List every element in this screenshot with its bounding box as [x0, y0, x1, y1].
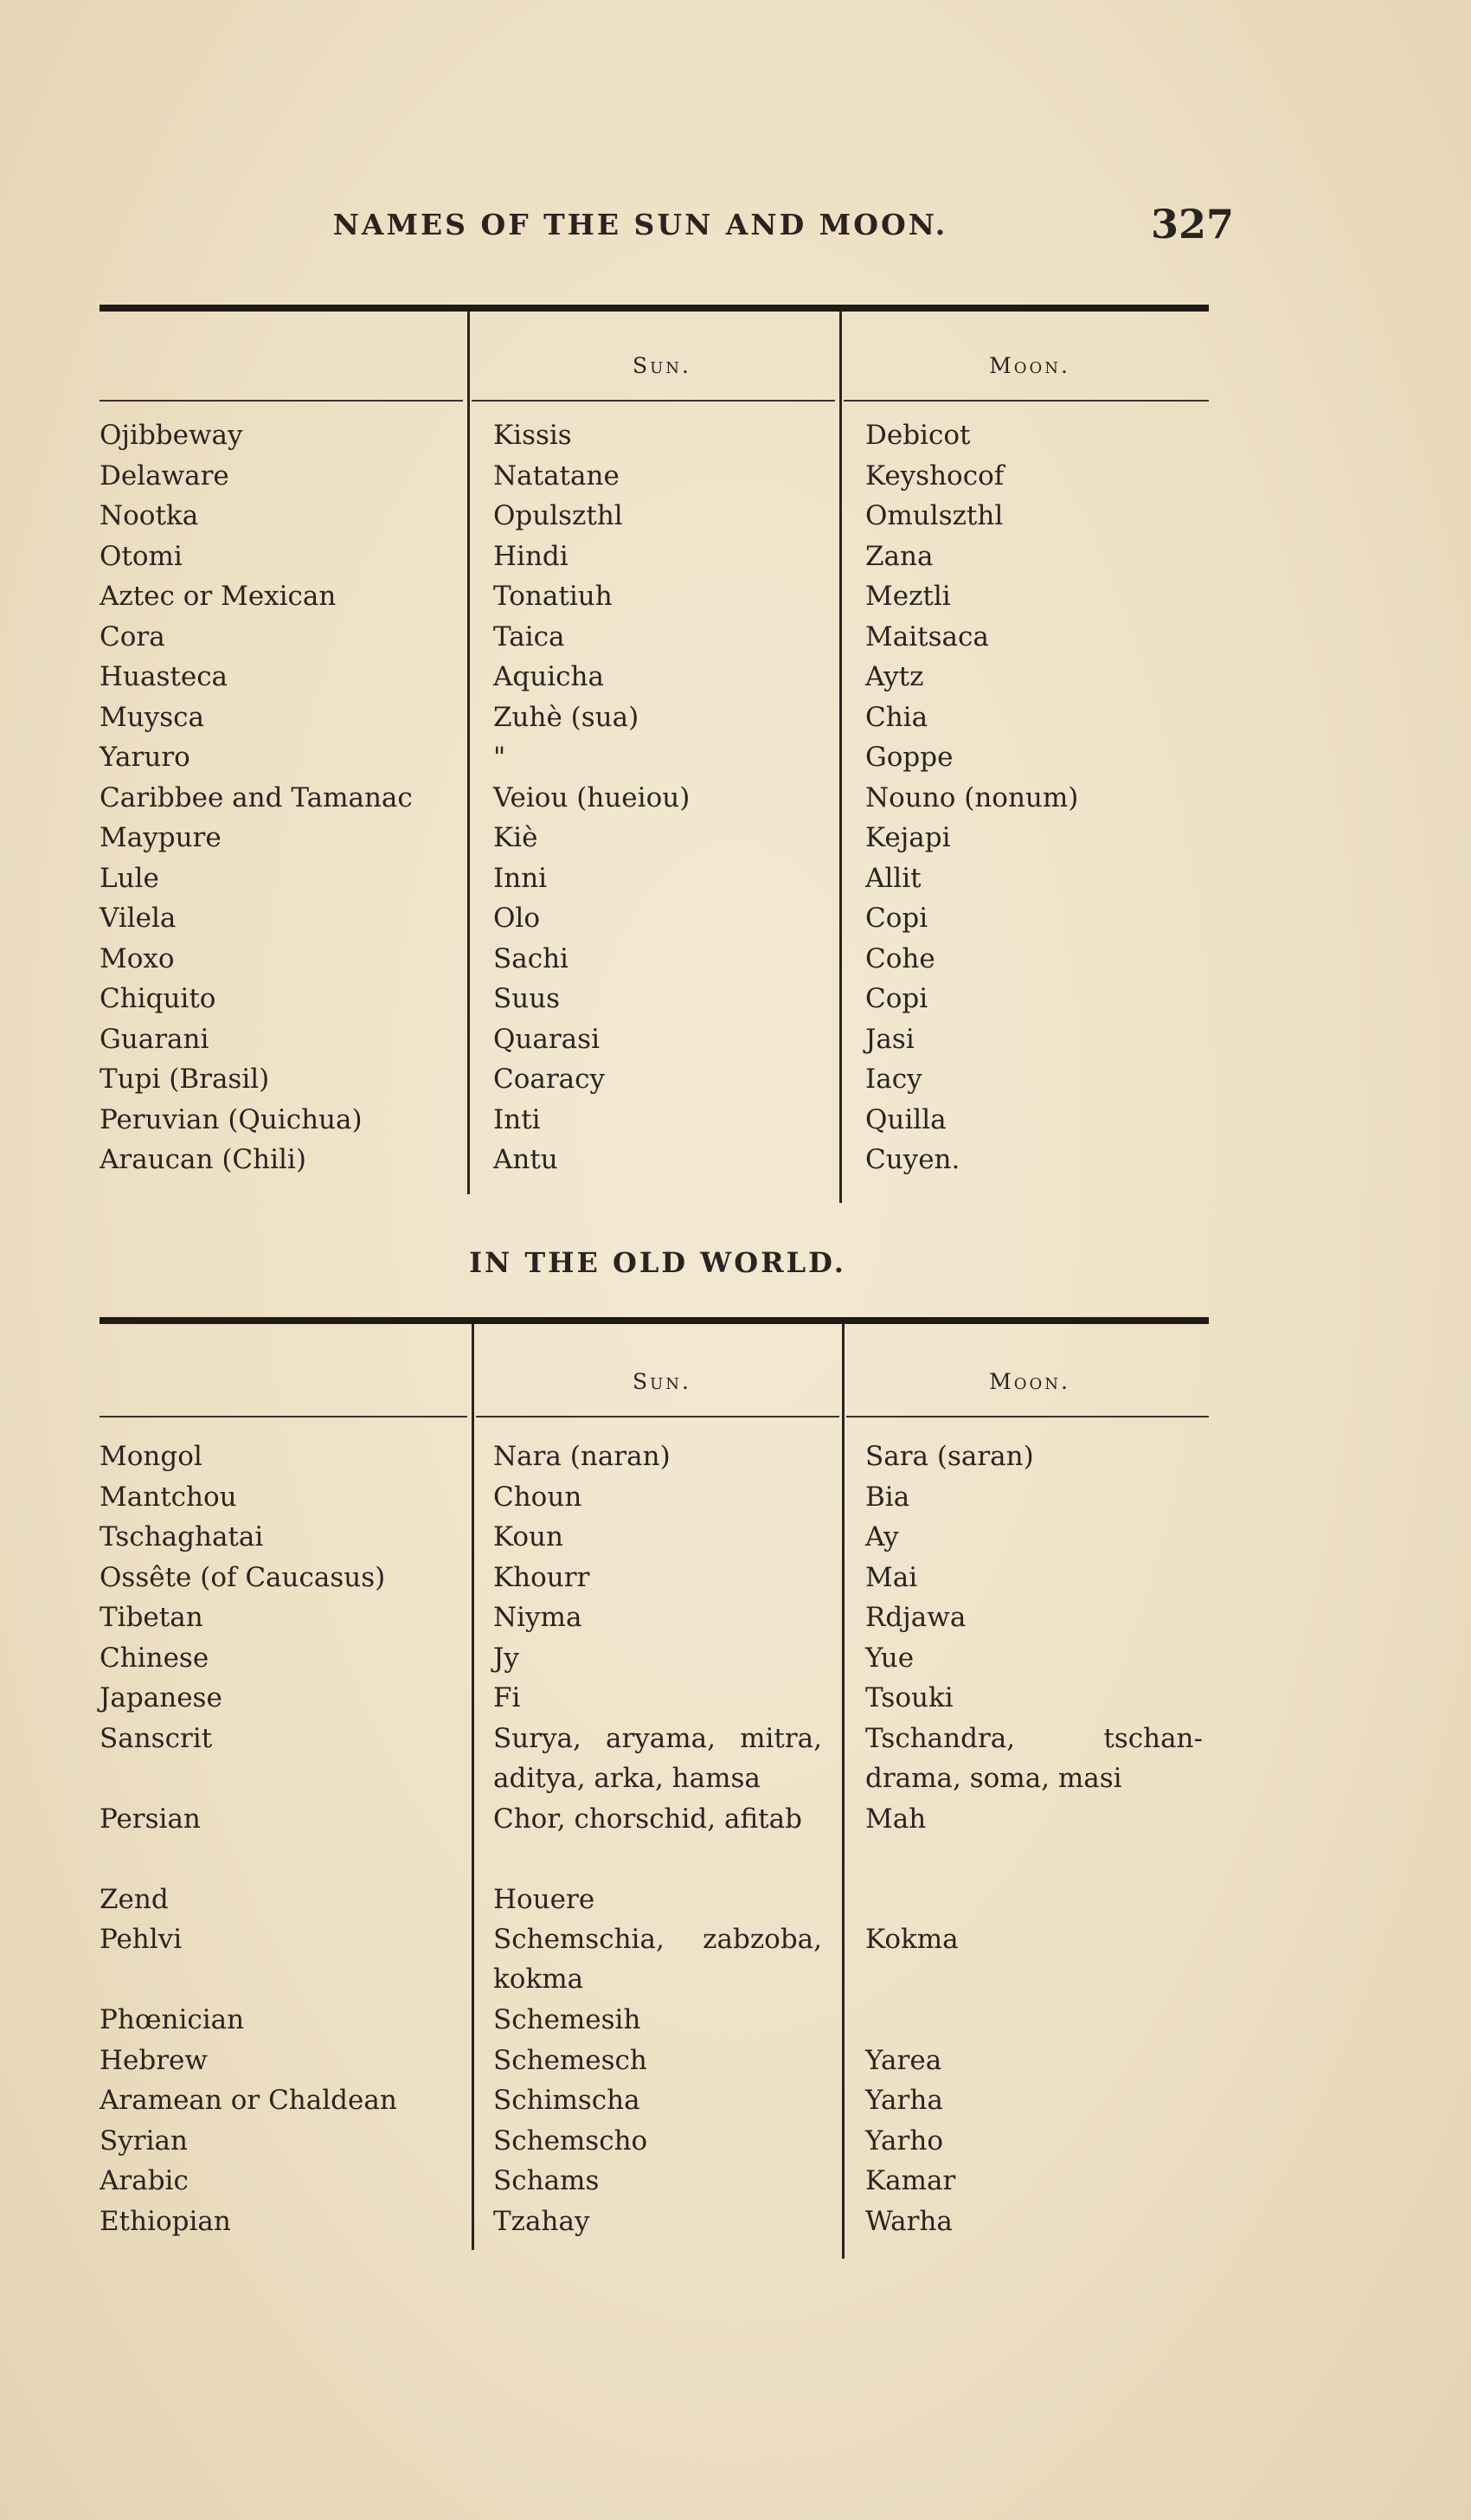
language-cell: Otomi — [100, 540, 183, 572]
moon-cell: Zana — [865, 540, 934, 572]
sun-cell: Inti — [493, 1103, 541, 1135]
language-cell: Mongol — [100, 1441, 202, 1472]
sun-cell: Chor, chorschid, afitab — [493, 1803, 802, 1835]
language-cell: Phœnician — [100, 2004, 245, 2035]
language-cell: Ossête (of Caucasus) — [100, 1561, 386, 1593]
moon-cell: Bia — [865, 1481, 910, 1513]
moon-cell: Yue — [865, 1642, 915, 1674]
language-cell: Syrian — [100, 2125, 188, 2157]
sun-cell: Olo — [493, 903, 540, 934]
language-cell: Nootka — [100, 500, 199, 531]
language-cell: Caribbee and Tamanac — [100, 781, 413, 813]
moon-cell: Cuyen. — [865, 1144, 960, 1175]
sun-cell: Schams — [493, 2165, 600, 2196]
language-cell: Japanese — [100, 1682, 222, 1713]
language-cell: Huasteca — [100, 661, 228, 692]
column-divider — [472, 1324, 474, 2250]
sun-cell: Choun — [493, 1481, 582, 1513]
moon-cell: Maitsaca — [865, 620, 989, 652]
moon-cell: Ay — [865, 1521, 899, 1552]
moon-cell: Quilla — [865, 1103, 947, 1135]
moon-cell: Yarho — [865, 2125, 943, 2157]
sun-cell: Coaracy — [493, 1064, 606, 1095]
sun-cell: Kissis — [493, 420, 572, 451]
sun-cell: Antu — [493, 1144, 558, 1175]
moon-cell: Nouno (nonum) — [865, 781, 1079, 813]
language-cell: Peruvian (Quichua) — [100, 1103, 363, 1135]
sun-cell: Nara (naran) — [493, 1441, 671, 1472]
column-header-sun: Sun. — [633, 353, 691, 378]
language-cell: Ethiopian — [100, 2205, 231, 2237]
sun-cell: " — [493, 742, 506, 773]
language-cell: Guarani — [100, 1023, 209, 1055]
moon-cell: Tschandra, tschan-drama, soma, masi — [865, 1722, 1203, 1794]
sun-cell: Surya, aryama, mitra, aditya, arka, hamsa — [493, 1722, 822, 1794]
column-header-sun: Sun. — [633, 1369, 691, 1394]
language-cell: Delaware — [100, 460, 229, 492]
language-cell: Tupi (Brasil) — [100, 1064, 270, 1095]
sun-cell: Schemscho — [493, 2125, 648, 2157]
language-cell: Chiquito — [100, 983, 216, 1014]
section-heading-old-world: IN THE OLD WORLD. — [469, 1246, 846, 1279]
sun-cell: Suus — [493, 983, 561, 1014]
language-cell: Tibetan — [100, 1602, 203, 1633]
moon-cell: Cohe — [865, 942, 935, 974]
moon-cell: Yarha — [865, 2085, 943, 2116]
header-rule — [476, 1416, 839, 1418]
moon-cell: Copi — [865, 983, 928, 1014]
language-cell: Muysca — [100, 701, 204, 733]
language-cell: Ojibbeway — [100, 420, 243, 451]
moon-cell: Mah — [865, 1803, 927, 1835]
sun-cell: Kiè — [493, 822, 538, 853]
moon-cell: Meztli — [865, 581, 951, 612]
moon-cell: Goppe — [865, 742, 954, 773]
page-number: 327 — [1151, 201, 1235, 248]
moon-cell: Yarea — [865, 2044, 942, 2076]
column-header-moon: Moon. — [989, 1369, 1070, 1394]
running-head: NAMES OF THE SUN AND MOON. — [332, 208, 948, 241]
moon-cell: Copi — [865, 903, 928, 934]
language-cell: Tschaghatai — [100, 1521, 264, 1552]
sun-cell: Aquicha — [493, 661, 604, 692]
header-rule — [846, 1416, 1209, 1418]
sun-cell: Opulszthl — [493, 500, 623, 531]
moon-cell: Sara (saran) — [865, 1441, 1034, 1472]
moon-cell: Allit — [865, 862, 922, 894]
language-cell: Persian — [100, 1803, 201, 1835]
moon-cell: Keyshocof — [865, 460, 1005, 492]
header-rule — [100, 1416, 467, 1418]
sun-cell: Tzahay — [493, 2205, 590, 2237]
language-cell: Moxo — [100, 942, 175, 974]
sun-cell: Niyma — [493, 1602, 582, 1633]
moon-cell: Debicot — [865, 420, 971, 451]
language-cell: Cora — [100, 620, 165, 652]
sun-cell: Inni — [493, 862, 548, 894]
language-cell: Mantchou — [100, 1481, 237, 1513]
language-cell: Sanscrit — [100, 1722, 213, 1754]
sun-cell: Zuhè (sua) — [493, 701, 639, 733]
language-cell: Aramean or Chaldean — [100, 2085, 397, 2116]
sun-cell: Koun — [493, 1521, 563, 1552]
language-cell: Vilela — [100, 903, 177, 934]
moon-cell: Kokma — [865, 1924, 959, 1955]
moon-cell: Mai — [865, 1561, 918, 1593]
table-top-rule — [100, 1317, 1209, 1324]
sun-cell: Schimscha — [493, 2085, 640, 2116]
language-cell: Pehlvi — [100, 1924, 183, 1955]
sun-cell: Fi — [493, 1682, 521, 1713]
language-cell: Araucan (Chili) — [100, 1144, 306, 1175]
sun-cell: Schemschia, zabzoba, kokma — [493, 1924, 822, 1995]
table-top-rule — [100, 305, 1209, 312]
language-cell: Zend — [100, 1883, 169, 1915]
sun-cell: Hindi — [493, 540, 568, 572]
moon-cell: Kejapi — [865, 822, 951, 853]
language-cell: Maypure — [100, 822, 222, 853]
language-cell: Lule — [100, 862, 159, 894]
sun-cell: Taica — [493, 620, 565, 652]
header-rule — [844, 400, 1209, 402]
sun-cell: Tonatiuh — [493, 581, 613, 612]
moon-cell: Iacy — [865, 1064, 922, 1095]
sun-cell: Houere — [493, 1883, 595, 1915]
moon-cell: Warha — [865, 2205, 953, 2237]
sun-cell: Schemesch — [493, 2044, 647, 2076]
sun-cell: Khourr — [493, 1561, 590, 1593]
moon-cell: Rdjawa — [865, 1602, 967, 1633]
header-rule — [472, 400, 835, 402]
moon-cell: Chia — [865, 701, 928, 733]
header-rule — [100, 400, 463, 402]
column-divider — [467, 312, 470, 1194]
language-cell: Yaruro — [100, 742, 190, 773]
moon-cell: Tsouki — [865, 1682, 954, 1713]
language-cell: Aztec or Mexican — [100, 581, 337, 612]
moon-cell: Omulszthl — [865, 500, 1004, 531]
moon-cell: Aytz — [865, 661, 924, 692]
sun-cell: Jy — [493, 1642, 519, 1674]
language-cell: Arabic — [100, 2165, 189, 2196]
column-header-moon: Moon. — [989, 353, 1070, 378]
table-old-world — [100, 1317, 1209, 2252]
moon-cell: Kamar — [865, 2165, 956, 2196]
sun-cell: Quarasi — [493, 1023, 600, 1055]
language-cell: Chinese — [100, 1642, 209, 1674]
sun-cell: Schemesih — [493, 2004, 641, 2035]
language-cell: Hebrew — [100, 2044, 208, 2076]
table-new-world — [100, 305, 1209, 1205]
sun-cell: Natatane — [493, 460, 620, 492]
sun-cell: Veiou (hueiou) — [493, 781, 691, 813]
sun-cell: Sachi — [493, 942, 568, 974]
moon-cell: Jasi — [865, 1023, 915, 1055]
